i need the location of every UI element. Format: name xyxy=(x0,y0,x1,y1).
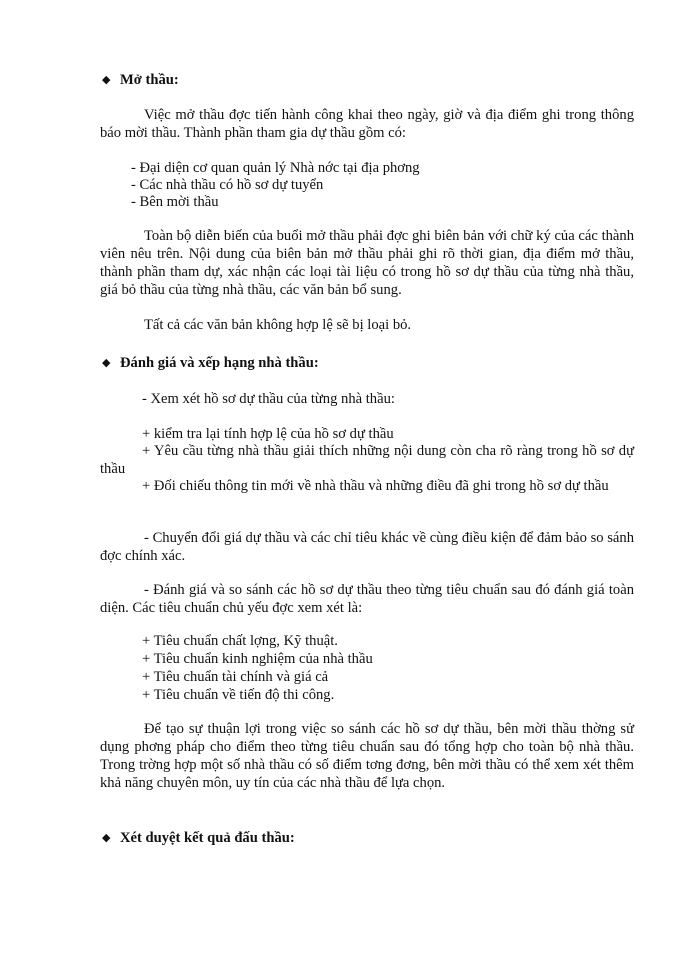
diamond-bullet-icon: ◆ xyxy=(102,74,111,86)
diamond-bullet-icon: ◆ xyxy=(102,832,111,844)
list-item: + Yêu cầu từng nhà thầu giải thích những nội dung còn cha rõ ràng trong hồ sơ dự thầu xyxy=(100,443,634,477)
section-title: Đánh giá và xếp hạng nhà thầu: xyxy=(120,355,319,371)
section-title: Xét duyệt kết quả đấu thầu: xyxy=(120,830,295,846)
diamond-bullet-icon: ◆ xyxy=(102,357,111,369)
list-item: + Tiêu chuẩn tài chính và giá cả xyxy=(142,669,329,685)
paragraph-danh-gia: - Đánh giá và so sánh các hồ sơ dự thầu theo từng tiêu chuẩn sau đó đánh giá toàn diện. Các tiêu chuẩn chủ yếu đợc xem xét là: xyxy=(100,582,634,616)
list-item: - Các nhà thầu có hồ sơ dự tuyển xyxy=(131,177,324,193)
paragraph-cho-diem: Để tạo sự thuận lợi trong việc so sánh các hồ sơ dự thầu, bên mời thầu thờng sử dụng phơng pháp cho điểm theo từng tiêu chuẩn sau đó tổng hợp cho toàn bộ nhà thầu. Trong trờng hợp một số nhà thầu có số điểm tơng đơng, bên mời thầu có thể xem xét thêm khả năng chuyên môn, uy tín của các nhà thầu để lựa chọn. xyxy=(100,721,634,791)
list-item: + Tiêu chuẩn về tiến độ thi công. xyxy=(142,687,335,703)
list-item: - Xem xét hồ sơ dự thầu của từng nhà thầu: xyxy=(142,391,395,407)
list-item: - Bên mời thầu xyxy=(131,194,219,210)
paragraph-loai-bo: Tất cả các văn bản không hợp lệ sẽ bị loại bỏ. xyxy=(144,317,412,333)
section-heading-danh-gia xyxy=(102,354,319,372)
list-item: + kiểm tra lại tính hợp lệ của hồ sơ dự thầu xyxy=(142,426,394,442)
paragraph-chuyen-doi: - Chuyển đổi giá dự thầu và các chỉ tiêu khác về cùng điều kiện để đảm bảo so sánh đợc chính xác. xyxy=(100,530,634,564)
list-item: + Đối chiếu thông tin mới về nhà thầu và những điều đã ghi trong hồ sơ dự thầu xyxy=(142,478,609,494)
section-heading-xet-duyet xyxy=(102,829,295,847)
list-item: - Đại diện cơ quan quản lý Nhà nớc tại địa phơng xyxy=(131,160,420,176)
section-title: Mở thầu: xyxy=(120,72,179,88)
paragraph-bien-ban: Toàn bộ diễn biến của buổi mở thầu phải đợc ghi biên bản với chữ ký của các thành viên nêu trên. Nội dung của biên bản mở thầu phải ghi rõ thời gian, địa điểm mở thầu, thành phần tham dự, xác nhận các loại tài liệu có trong hồ sơ dự thầu của từng nhà thầu, giá bỏ thầu của từng nhà thầu, các văn bản bổ sung. xyxy=(100,228,634,298)
section-heading-mo-thau xyxy=(102,71,179,89)
list-item: + Tiêu chuẩn chất lợng, Kỹ thuật. xyxy=(142,633,338,649)
list-item: + Tiêu chuẩn kinh nghiệm của nhà thầu xyxy=(142,651,373,667)
paragraph-mo-thau-intro: Việc mở thầu đợc tiến hành công khai theo ngày, giờ và địa điểm ghi trong thông báo mời thầu. Thành phần tham gia dự thầu gồm có: xyxy=(100,107,634,141)
